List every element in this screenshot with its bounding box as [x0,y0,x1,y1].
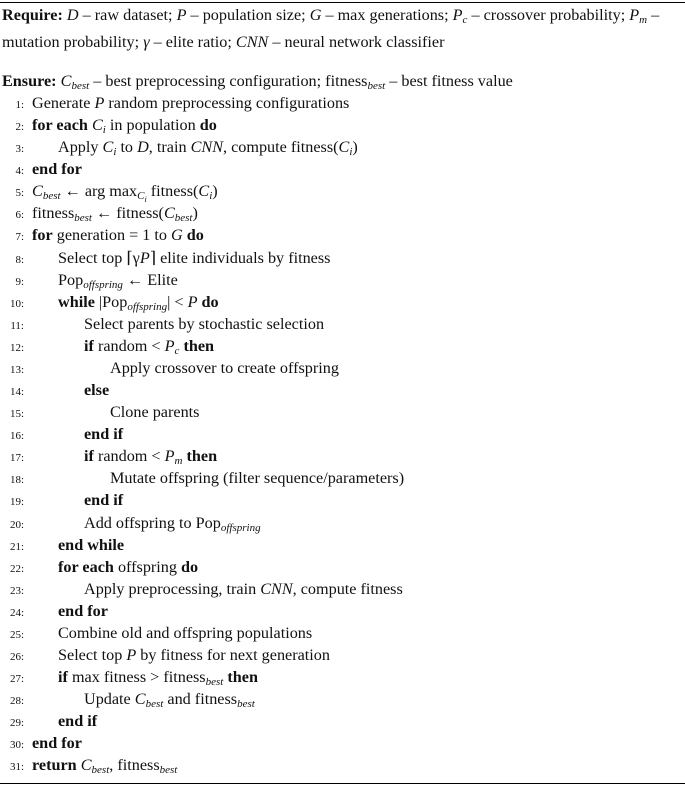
algorithm-line [0,202,198,224]
line-number: 16: [9,430,24,443]
line-number: 25: [9,628,24,641]
require-label: Require: [2,6,63,24]
line-number: 2: [15,121,24,134]
line-number: 28: [9,695,24,708]
line-text: end for [58,601,108,620]
line-text: for each offspring do [58,557,199,576]
line-text: Select parents by stochastic selection [84,314,325,333]
line-text: if max fitness > fitness$_{best}$ then [58,668,258,689]
line-text: Generate P random preprocessing configurations [32,94,350,112]
ensure-text: $C_{best}$ – best preprocessing configuration; fitness$_{best}$ – best fitness value [60,72,513,92]
line-text: Mutate offspring (filter sequence/parameters) [110,469,405,488]
line-text: Apply preprocessing, train CNN, compute fitness [84,579,403,598]
algorithm-line [0,710,97,732]
algorithm-line [0,335,214,357]
algorithm-line [0,489,123,511]
algorithm-line [0,600,108,622]
line-number: 24: [9,606,24,619]
line-text: Apply $C_i$ to D, train CNN, compute $fitness(C_i)$ [58,138,358,159]
line-text: end while [58,535,125,554]
line-number: 30: [9,739,24,752]
line-number: 15: [9,408,24,421]
line-number: 29: [9,717,24,730]
algorithm-line [0,578,403,600]
line-number: 14: [9,386,24,399]
line-number: 21: [9,540,24,553]
line-text: Combine old and offspring populations [58,623,313,642]
line-number: 19: [9,496,24,509]
algorithm-line [0,512,261,534]
line-text: Apply crossover to create offspring [110,358,339,377]
line-text: else [84,381,110,400]
line-text: Select top ⌈γP⌉ elite individuals by fitness [58,248,331,267]
algorithm-line [0,357,339,379]
algorithm-line [0,114,217,136]
line-text: if random < $P_c$ then [84,336,215,357]
require-text: D – raw dataset; P – population size; G – max generations; $P_c$ – crossover probability; $P_m$ – mutation probability; γ – elite ratio; CNN – neural network classifier [2,6,660,51]
line-number: 7: [15,231,24,244]
line-number: 13: [9,363,24,376]
line-number: 27: [9,673,24,686]
line-text: end if [84,491,124,510]
ensure-label: Ensure: [2,72,57,90]
require-block [2,4,680,53]
algorithm-line [0,644,330,666]
algorithm-line [0,291,219,313]
line-number: 18: [9,474,24,487]
line-text: end if [84,425,124,444]
algorithm-line [0,732,82,754]
line-text: for each $C_i$ in population do [32,116,217,137]
algorithm-line [0,379,109,401]
line-number: 26: [9,651,24,663]
algorithm-line [0,666,258,688]
algorithm-line [0,247,330,269]
line-number: 23: [9,584,24,597]
line-number: 1: [15,99,24,111]
algorithm-line [0,92,349,114]
line-text: Pop$_{offspring}$ ← Elite [58,270,178,291]
algorithm-line [0,313,324,335]
line-text: Update $C_{best}$ and fitness$_{best}$ [84,690,255,711]
algorithm-line [0,180,218,205]
algorithm-line [0,136,358,158]
line-number: 11: [10,319,24,332]
algorithm-line [0,467,404,489]
line-number: 5: [15,187,24,200]
line-text: while |Pop$_{offspring}$| < P do [58,292,219,313]
line-text: fitness$_{best}$ ← $fitness(C_{best})$ [32,204,198,225]
line-text: if random < $P_m$ then [84,447,218,468]
line-number: 8: [15,253,24,266]
line-text: return $C_{best}$, fitness$_{best}$ [32,756,178,777]
line-number: 10: [9,297,24,310]
line-text: Select top P by fitness for next generation [58,646,330,664]
line-number: 17: [9,452,24,465]
algorithm-line [0,269,178,291]
line-number: 31: [9,761,24,774]
line-number: 20: [9,518,24,531]
line-text: Clone parents [110,403,200,422]
line-number: 12: [9,341,24,354]
bottom-rule [0,783,685,784]
algorithm-line [0,534,124,556]
line-number: 22: [9,562,24,575]
line-text: end if [58,712,98,731]
algorithm-line [0,556,198,578]
line-number: 6: [15,209,24,222]
algorithm-line [0,224,204,246]
line-text: for generation = 1 to G do [32,226,204,245]
line-text: $C_{best}$ ← arg $\max_{C_i}$ $fitness(C_i)$ [32,182,218,205]
line-text: end for [32,734,82,753]
algorithm-line [0,401,199,423]
line-number: 4: [15,165,24,178]
top-rule [0,2,685,3]
algorithm-line [0,688,255,710]
line-text: end for [32,160,82,179]
algorithm-line [0,622,312,644]
algorithm-line [0,445,217,467]
algorithm-line [0,754,177,776]
line-text: Add offspring to Pop$_{offspring}$ [84,513,261,534]
algorithm-line [0,423,123,445]
line-number: 3: [15,143,24,156]
line-number: 9: [15,275,24,288]
algorithm-line [0,158,82,180]
